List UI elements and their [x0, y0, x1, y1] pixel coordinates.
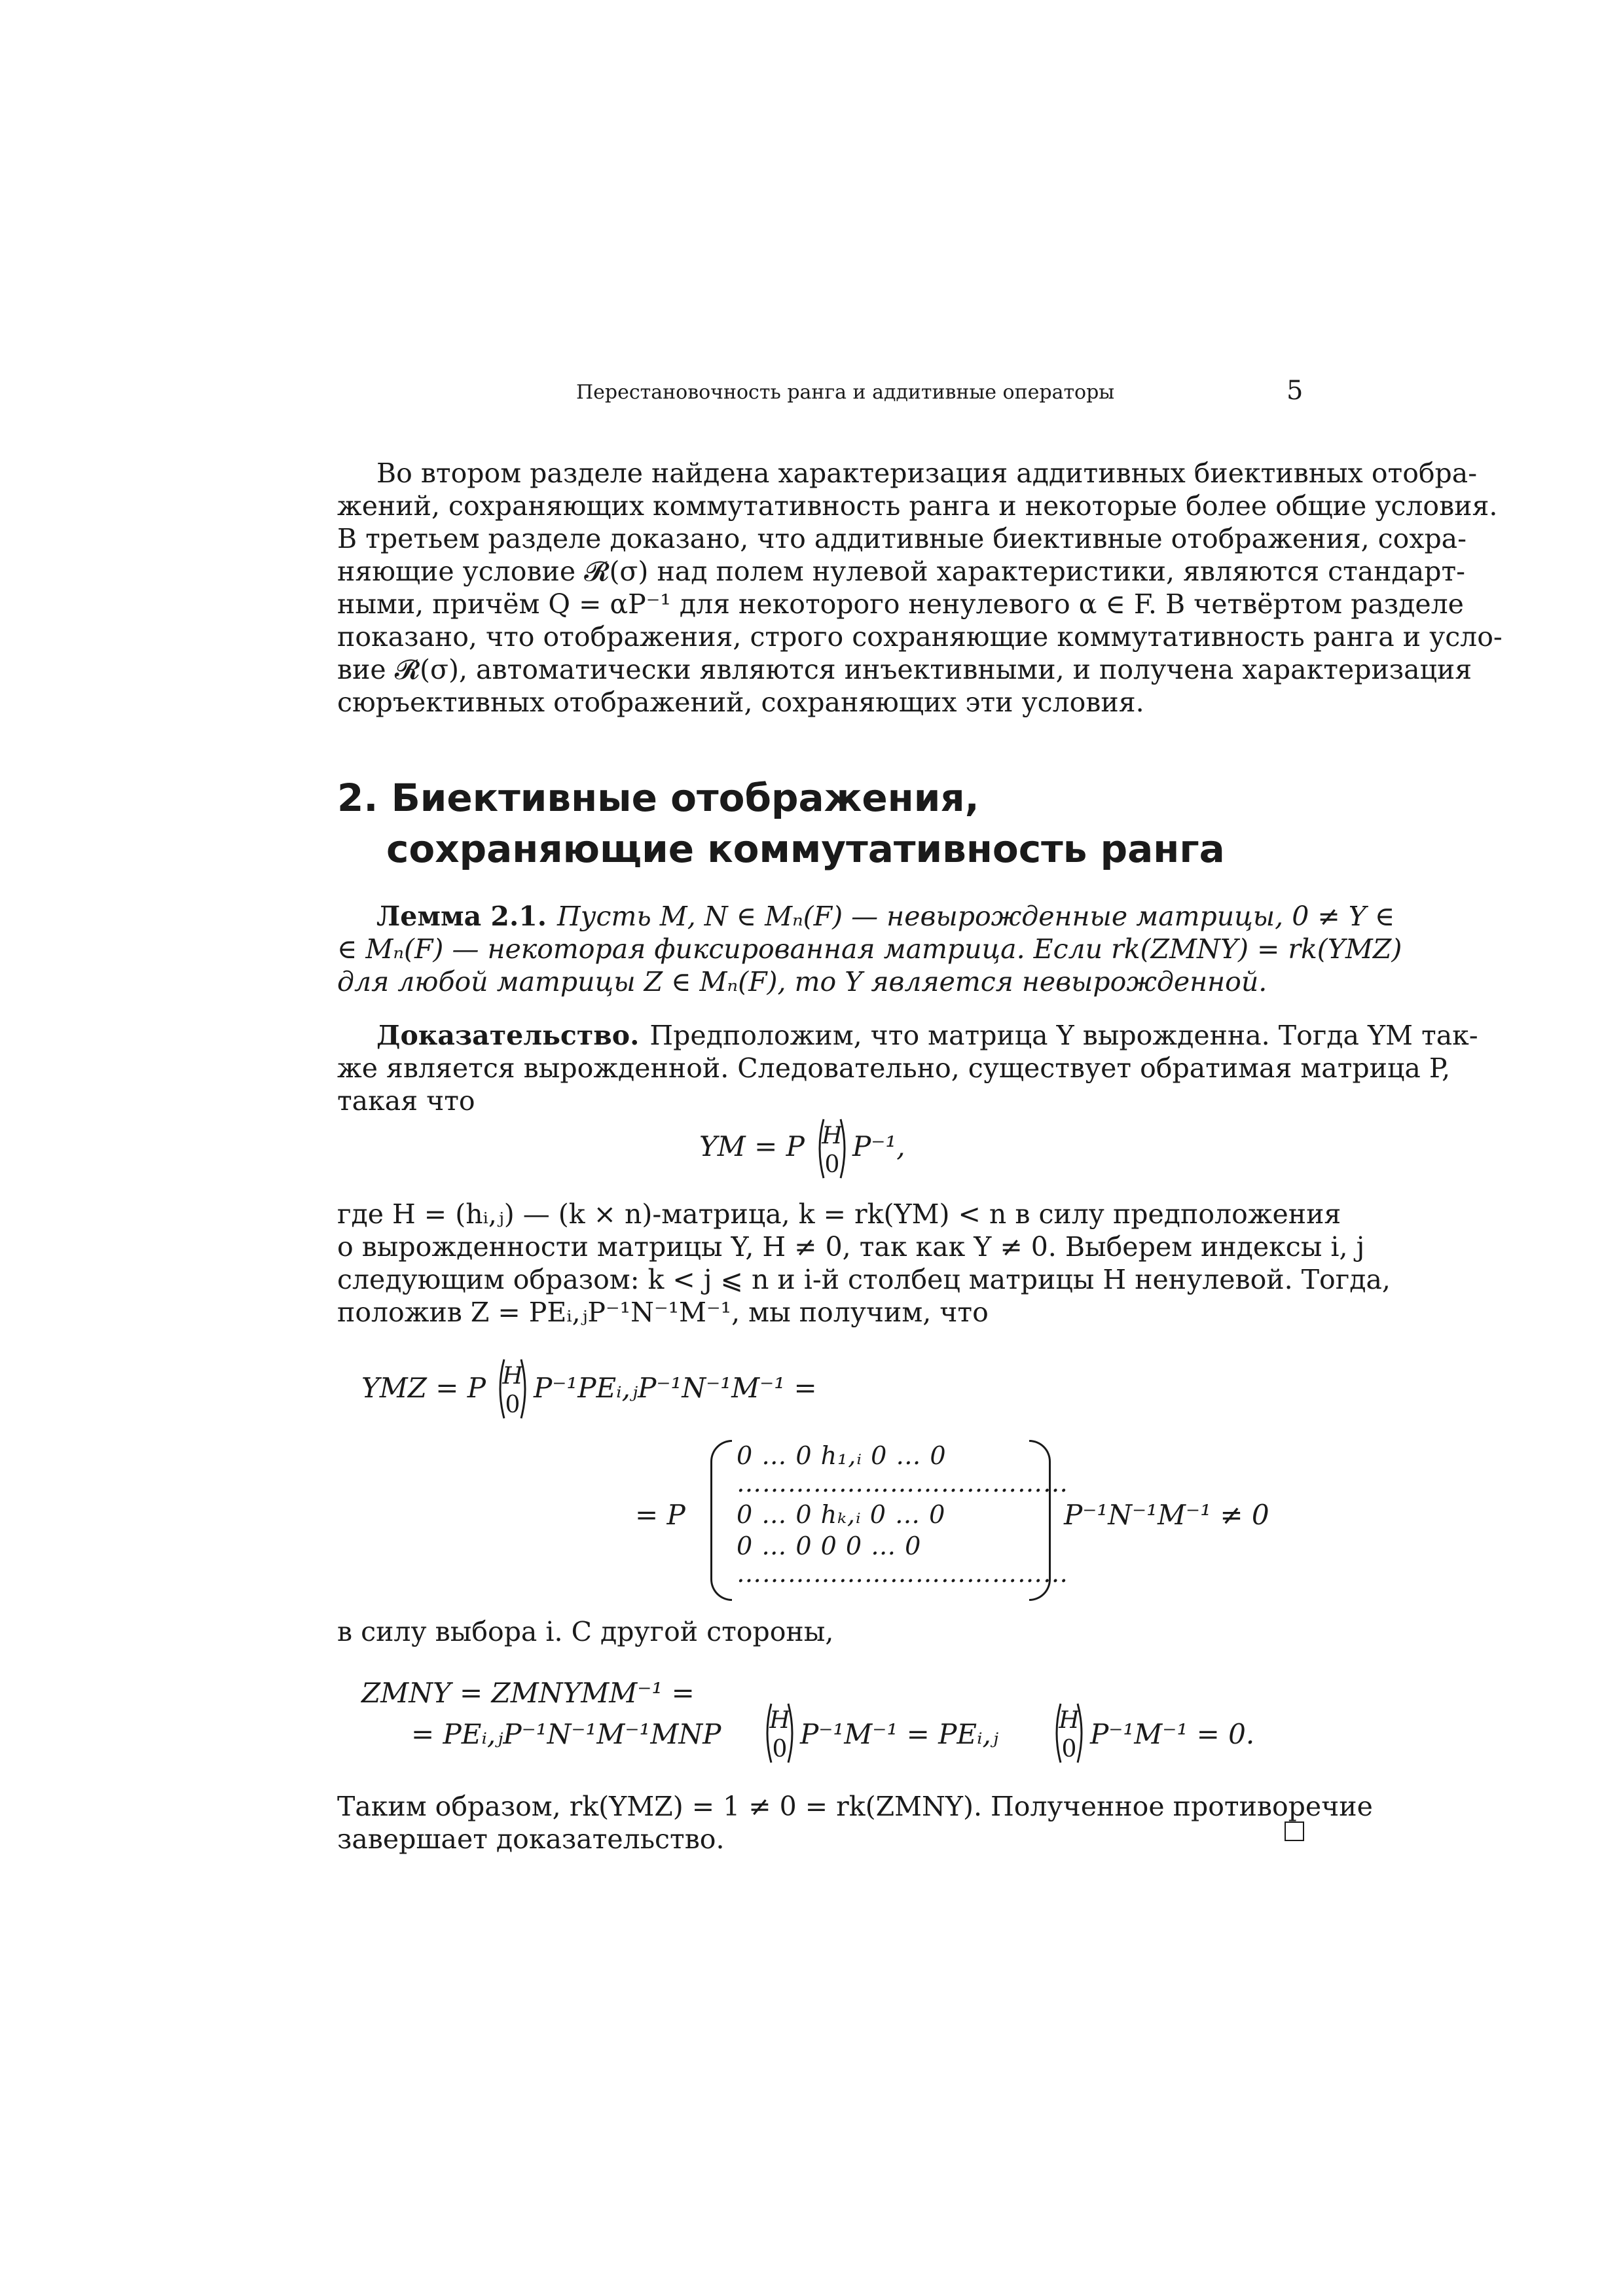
lemma-text: Пусть M, N ∈ Mₙ(F) — невырожденные матрицы, 0 ≠ Y ∈ — [557, 901, 1395, 932]
section-heading-continued: сохраняющие коммутативность ранга — [386, 827, 1225, 871]
lemma-label: Лемма 2.1. — [376, 901, 547, 932]
proof-text: Предположим, что матрица Y вырожденна. Тогда YM так- — [649, 1020, 1478, 1051]
eq1-binomial — [817, 1116, 847, 1181]
eq2-binomial — [498, 1356, 528, 1422]
eq3-line2c: P⁻¹M⁻¹ = 0. — [1090, 1718, 1255, 1750]
eq2-row2-right: P⁻¹N⁻¹M⁻¹ ≠ 0 — [1064, 1499, 1269, 1531]
eq2-row2-left: = P — [635, 1499, 685, 1531]
page-number: 5 — [1286, 376, 1304, 406]
text-line: где H = (hᵢ,ⱼ) — (k × n)-матрица, k = rk(YM) < n в силу предположения — [337, 1198, 1341, 1230]
text-line — [337, 1019, 1478, 1052]
eq3-top-2: H — [1059, 1707, 1080, 1734]
proof-label: Доказательство. — [376, 1020, 640, 1051]
eq2-bottom: 0 — [505, 1391, 520, 1418]
lemma-2-1 — [337, 900, 1402, 998]
matrix-left-paren — [710, 1440, 732, 1601]
eq3-line2b: P⁻¹M⁻¹ = PEᵢ,ⱼ — [800, 1718, 998, 1750]
text-line: вие 𝓡(σ), автоматически являются инъективными, и получена характеризация — [337, 654, 1472, 685]
eq3-binomial-2 — [1054, 1700, 1084, 1766]
text-line: же является вырожденной. Следовательно, существует обратимая матрица P, — [337, 1052, 1451, 1084]
text-line: для любой матрицы Z ∈ Mₙ(F), то Y является невырожденной. — [337, 966, 1267, 997]
text-line: Во втором разделе найдена характеризация аддитивных биективных отобра- — [376, 457, 1478, 489]
text-line: ными, причём Q = αP⁻¹ для некоторого ненулевого α ∈ F. В четвёртом разделе — [337, 588, 1464, 620]
text-line — [337, 900, 1395, 933]
matrix-row: ………………………………… — [737, 1469, 1068, 1498]
proof-paragraph-2 — [337, 1198, 1391, 1329]
eq3-bottom-1: 0 — [772, 1736, 788, 1763]
text-line: в силу выбора i. С другой стороны, — [337, 1616, 834, 1647]
text-line: ∈ Mₙ(F) — некоторая фиксированная матрица. Если rk(ZMNY) = rk(YMZ) — [337, 933, 1402, 965]
section-heading: 2. Биективные отображения, — [337, 776, 979, 820]
matrix-row: ………………………………… — [737, 1559, 1068, 1588]
text-line: следующим образом: k < j ⩽ n и i-й столбец матрицы H ненулевой. Тогда, — [337, 1264, 1391, 1295]
eq1-left: YM = P — [699, 1130, 805, 1162]
text-line: показано, что отображения, строго сохраняющие коммутативность ранга и усло- — [337, 621, 1503, 653]
eq3-bottom-2: 0 — [1061, 1736, 1077, 1763]
text-line: сюръективных отображений, сохраняющих эти условия. — [337, 687, 1144, 718]
proof-conclusion — [337, 1790, 1373, 1856]
eq3-line2a: = PEᵢ,ⱼP⁻¹N⁻¹M⁻¹MNP — [411, 1718, 721, 1750]
matrix-block — [710, 1440, 1068, 1597]
eq3-top-1: H — [769, 1707, 790, 1734]
text-line: В третьем разделе доказано, что аддитивные биективные отображения, сохра- — [337, 523, 1467, 554]
text-line: такая что — [337, 1085, 475, 1117]
eq3-binomial-1 — [765, 1700, 795, 1766]
matrix-row: 0 … 0 h₁,ᵢ 0 … 0 — [737, 1441, 947, 1470]
text-line: няющие условие 𝓡(σ) над полем нулевой характеристики, являются стандарт- — [337, 556, 1465, 587]
proof-paragraph — [337, 1019, 1478, 1117]
eq1-right: P⁻¹, — [852, 1130, 905, 1162]
proof-paragraph-3 — [337, 1615, 1309, 1648]
text-line: Таким образом, rk(YMZ) = 1 ≠ 0 = rk(ZMNY). Полученное противоречие — [337, 1791, 1373, 1822]
running-title: Перестановочность ранга и аддитивные операторы — [576, 381, 1115, 404]
eq3-line1: ZMNY = ZMNYMM⁻¹ = — [361, 1677, 695, 1709]
intro-paragraph — [337, 457, 1503, 719]
text-line: жений, сохраняющих коммутативность ранга и некоторые более общие условия. — [337, 490, 1498, 522]
text-line: положив Z = PEᵢ,ⱼP⁻¹N⁻¹M⁻¹, мы получим, что — [337, 1297, 989, 1328]
eq2-top: H — [502, 1363, 523, 1390]
text-line: завершает доказательство. — [337, 1823, 725, 1855]
text-line: о вырожденности матрицы Y, H ≠ 0, так как Y ≠ 0. Выберем индексы i, j — [337, 1231, 1365, 1263]
eq1-top: H — [822, 1122, 843, 1149]
matrix-row: 0 … 0 0 0 … 0 — [737, 1532, 922, 1560]
qed-square-icon — [1285, 1821, 1304, 1841]
eq1-bottom: 0 — [824, 1151, 840, 1178]
matrix-row: 0 … 0 hₖ,ᵢ 0 … 0 — [737, 1500, 946, 1529]
eq2-left: YMZ = P — [361, 1372, 486, 1404]
eq2-right: P⁻¹PEᵢ,ⱼP⁻¹N⁻¹M⁻¹ = — [534, 1372, 817, 1404]
